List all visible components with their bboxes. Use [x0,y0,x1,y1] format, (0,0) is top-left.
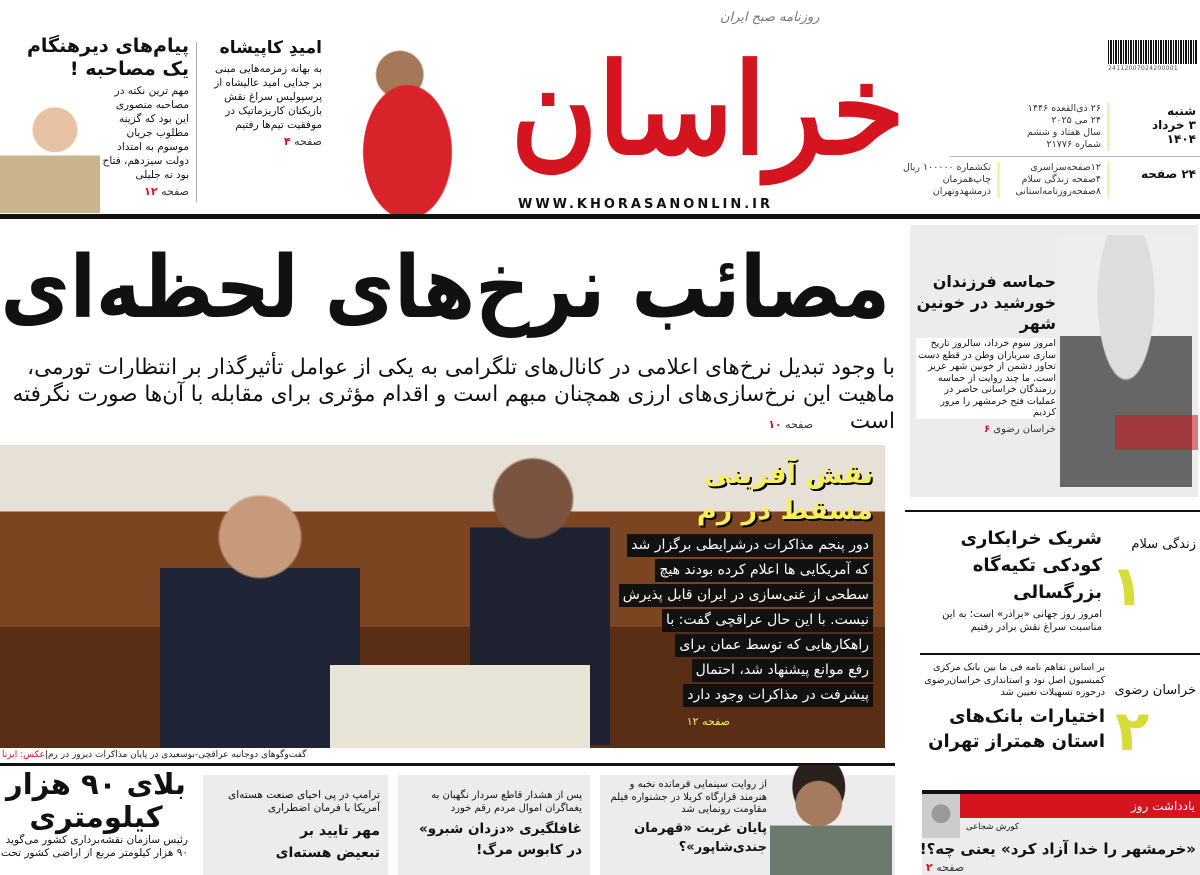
feature-khorramshahr[interactable] [910,225,1198,497]
divider [920,653,1200,655]
divider [905,510,1200,512]
story-title: غافلگیری «دزدان شبرو» در کابوس مرگ! [419,821,582,858]
photo-headline: نقش آفرینی مسقط در رم [696,459,873,526]
feature-title: حماسه فرزندان خورشید در خونین شهر [916,272,1056,333]
story-thieves[interactable] [398,775,590,875]
story-kicker: از روایت سینمایی فرمانده نخبه و هنرمند قرارگاه کربلا در جشنواره فیلم مقاومت رونمایی شد [610,779,767,815]
teaser-title: پیام‌های دیرهنگام یک مصاحبه ! [26,35,189,80]
editorial-title: «خرمشهر را خدا آزاد کرد» یعنی چه؟! [919,840,1196,858]
page-ref: صفحه ۱۲ [686,715,730,728]
page-count: ۲۴ صفحه [1141,167,1196,181]
story-kicker: پس از هشدار قاطع سردار نگهبان به یغماگران اموال مردم رقم خورد [431,790,582,814]
story-kicker: ترامپ در پی احیای صنعت هسته‌ای آمریکا با فرمان اضطراری [228,789,380,814]
photo-caption: گفت‌وگوهای دوجانبه عراقچی-بوسعیدی در پایان مذاکرات دیروز در رم|عکس: ایرنا [2,750,307,760]
story-90000-km[interactable] [0,768,192,875]
section-number: ۱ [1110,554,1145,619]
barcode-number: 24112007024200001 [1108,65,1178,72]
price-info: تکشماره ۱۰۰۰۰۰ ریال چاپ‌همزمان درمشهدوتهران [903,162,1000,198]
teaser-interview[interactable] [0,35,195,213]
masthead-rule [0,214,1200,219]
author-photo [922,794,960,838]
main-headline[interactable]: مصائب نرخ‌های لحظه‌ای [0,238,890,338]
issue-info: ۲۶ ذی‌القعده ۱۴۴۶ ۲۴ می ۲۰۲۵ سال هفتاد و ششم شماره ۲۱۷۷۶ [1027,103,1110,151]
story-title: پایان غربت «قهرمان جندی‌شاپور»؟ [634,820,767,855]
logo-wordmark: خراسان [510,37,905,183]
headline-lead: با وجود تبدیل نرخ‌های اعلامی در کانال‌های تلگرامی به یکی از عوامل تأثیرگذار بر انتظارات تورمی، ماهیت این نرخ‌سازی‌های ارزی همچنان مبهم است و اقدام مؤثری برای مقابله با آن‌ها صورت نگرفته است صفحه ۱۰ [12,355,895,434]
photo-credit: عکس: ایرنا [2,750,45,760]
logo-tagline: روزنامه صبح ایران [720,10,820,25]
section-label: زندگی سلام [1131,537,1196,552]
page-ref: صفحه ۴ [283,135,322,148]
story-title: مهر تایید بر تبعیض هسته‌ای [275,823,380,861]
photo-actor [770,765,892,875]
photo-lead: دور پنجم مذاکرات درشرایطی برگزار شد که آمریکایی ها اعلام کرده بودند هیچ سطحی از غنی‌سازی در ایران قابل پذیرش نیست. با این حال عراقچی گفت: با راهکارهایی که توسط عمان برای رفع موانع پیشنهاد شد، احتمال پیشرفت در مذاکرات وجود دارد [573,533,873,708]
editorial[interactable] [919,790,1200,875]
issue-date: شنبه ۳ خرداد ۱۴۰۴ [1151,104,1196,146]
supplement-zendegi-salam[interactable] [905,515,1200,650]
supplement-title: شریک خرابکاری کودکی تکیه‌گاه بزرگسالی [960,528,1102,603]
photo-player [330,35,485,215]
section-number: ۲ [1115,699,1150,764]
divider [196,42,197,202]
divider [950,156,1200,157]
teaser-football[interactable] [200,35,500,213]
red-stamp [1115,415,1198,450]
supplement-title: اختیارات بانک‌های استان همتراز تهران [928,705,1105,752]
teaser-body: مهم ترین نکته در مصاحبه منصوری این بود که گزینه مطلوب جریان موسوم به امتداد دولت سیزدهم، فتاح بود نه جلیلی [102,85,189,181]
logo[interactable] [510,8,905,193]
section-list: ۱۲صفحه‌سراسری ۴صفحه زندگی سلام ۸صفحه‌روزنامه‌استانی [1015,162,1110,198]
teaser-title: امیدِ کاپیشاه [219,38,322,58]
page-ref: خراسان رضوی ۶ [983,423,1056,435]
story-film[interactable] [600,775,895,875]
story-title: بلای ۹۰ هزار کیلومتری [6,767,186,834]
section-label: خراسان رضوی [1114,683,1196,698]
supplement-khorasan-razavi[interactable] [905,658,1200,786]
main-photo[interactable] [0,445,885,748]
supplement-body: بر اساس تفاهم نامه فی ما بین بانک مرکزی کمیسیون اصل نود و استانداری خراسان‌رضوی درحوزه تسهیلات تعیین شد [924,662,1105,698]
page-ref: صفحه ۱۲ [144,185,189,198]
page-ref: صفحه ۱۰ [768,418,814,431]
story-body: رئیس سازمان نقشه‌برداری کشور می‌گوید ۹۰ هزار کیلومتر مربع از اراضی کشور تحت [1,834,188,859]
editorial-author: کورش شجاعی [966,822,1019,832]
feature-body: امروز سوم خرداد، سالروز تاریخ سازی سربازان وطن در قطع دست تجاوز دشمن از خونین شهر عزیز است. ما چند روایت از حماسه رزمندگان خراسانی حاضر در عملیات فتح خرمشهر را مرور کردیم [917,338,1056,418]
divider [0,763,895,766]
supplement-body: امروز روز جهانی «برادر» است؛ به این مناسبت سراغ نقش برادر رفتیم [942,609,1102,633]
website-url[interactable]: WWW.KHORASANONLIN.IR [518,197,773,212]
barcode [1108,40,1198,64]
story-nuclear[interactable] [203,775,388,875]
table [330,665,590,748]
page-ref: صفحه ۲ [926,861,965,874]
editorial-label: یادداشت روز [960,794,1200,818]
teaser-body: به بهانه زمزمه‌هایی مبنی بر جدایی امید عالیشاه از پرسپولیس سراغ نقش بازیکنان کاریزماتیک در موفقیت تیم‌ها رفتیم [214,63,322,131]
